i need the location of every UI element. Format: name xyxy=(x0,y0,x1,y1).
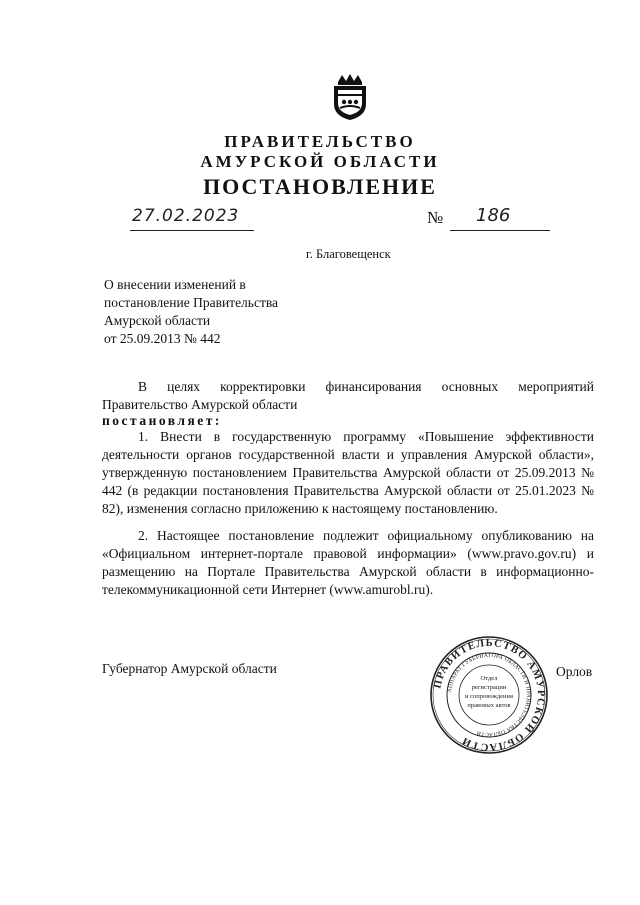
amur-region-coat-of-arms-icon xyxy=(330,72,370,122)
subject-line: О внесении изменений в xyxy=(104,277,246,292)
decree-number-field xyxy=(450,204,550,231)
stamp-inner-ring-text: АППАРАТ ГУБЕРНАТОРА ОБЛАСТИ И ПРАВИТЕЛЬСТВА ОБЛАСТИ xyxy=(447,652,532,738)
stamp-outer-text: ПРАВИТЕЛЬСТВО АМУРСКОЙ ОБЛАСТИ xyxy=(432,637,547,753)
official-stamp xyxy=(429,635,549,755)
item-1-paragraph: 1. Внести в государственную программу «Повышение эффективности деятельности органов государственной власти и управления Амурской области», утвержденную постановлением Правительства Амурской области от 25.09.2013 № 442 (в редакции постановления Правительства Амурской области от 25.01.2023 № 82), изменения согласно приложению к настоящему постановлению. xyxy=(102,429,594,516)
decree-subject xyxy=(104,276,278,348)
number-label: № xyxy=(427,208,444,227)
subject-line: Амурской области xyxy=(104,313,211,328)
intro-paragraph: В целях корректировки финансирования основных мероприятий Правительство Амурской области xyxy=(102,379,594,412)
resolves-heading: постановляет: xyxy=(102,413,222,428)
signatory-title: Губернатор Амурской области xyxy=(102,661,277,676)
city-name: г. Благовещенск xyxy=(306,247,391,261)
decree-date-field xyxy=(130,204,254,231)
decree-date-handwritten: 27.02.2023 xyxy=(132,206,240,226)
item-2-paragraph: 2. Настоящее постановление подлежит официальному опубликованию на «Официальном интернет-портале правовой информации» (www.pravo.gov.ru) и размещению на Портале Правительства Амурской области в информационно-телекоммуникационной сети Интернет (www.amurobl.ru). xyxy=(102,528,594,597)
subject-line: постановление Правительства xyxy=(104,295,279,310)
stamp-center-line: правовых актов xyxy=(467,702,511,709)
stamp-center-line: регистрации xyxy=(471,684,507,691)
stamp-center-line: Отдел xyxy=(480,675,498,682)
government-name-line1: ПРАВИТЕЛЬСТВО xyxy=(224,132,416,151)
decree-number-handwritten: 186 xyxy=(476,205,511,226)
government-name-line2: АМУРСКОЙ ОБЛАСТИ xyxy=(200,152,440,171)
stamp-center-line: и сопровождения xyxy=(465,693,513,700)
document-type-title: ПОСТАНОВЛЕНИЕ xyxy=(203,174,437,199)
subject-line: от 25.09.2013 № 442 xyxy=(104,331,221,346)
signatory-name: Орлов xyxy=(556,664,593,679)
